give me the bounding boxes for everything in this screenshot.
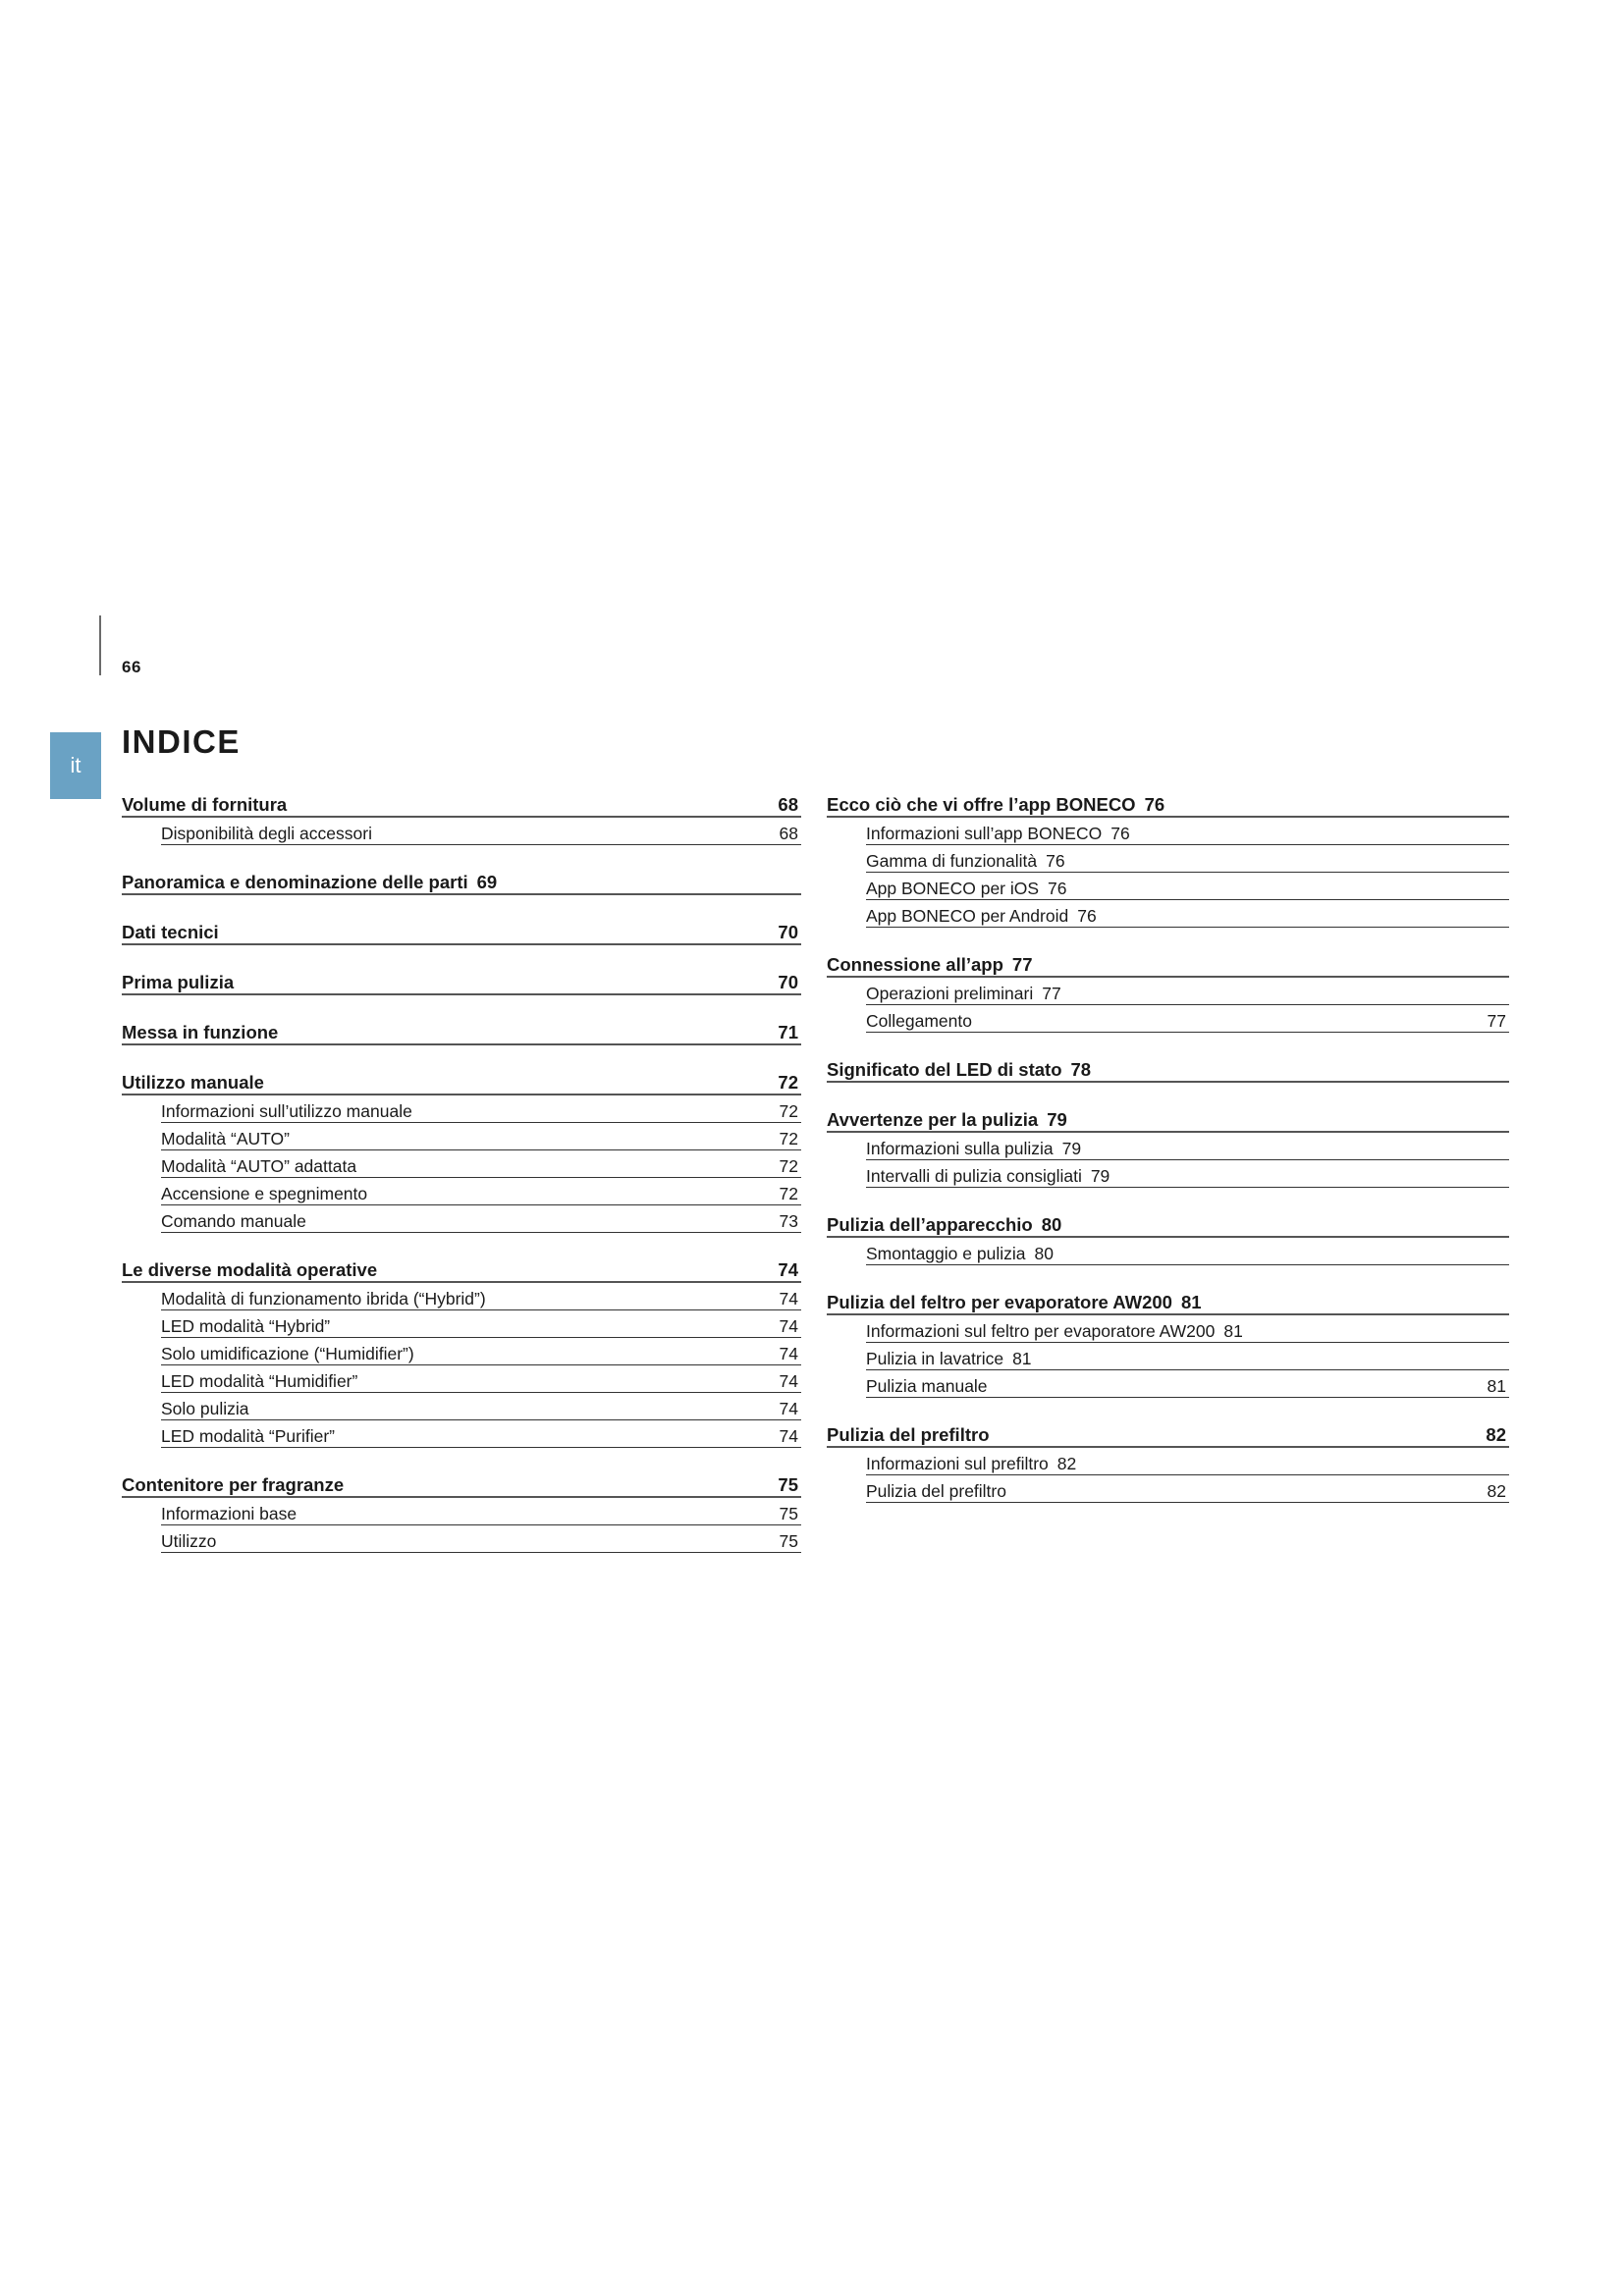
toc-entry[interactable] — [161, 1310, 801, 1338]
toc-page-number: 82 — [1056, 1453, 1077, 1473]
toc-heading-label: Pulizia del prefiltro — [827, 1423, 990, 1445]
toc-entry[interactable] — [161, 1393, 801, 1420]
toc-entry-label: Informazioni sulla pulizia — [866, 1138, 1054, 1158]
toc-heading-label: Connessione all’app — [827, 953, 1003, 975]
toc-entry[interactable] — [866, 1448, 1509, 1475]
toc-page-number: 82 — [1486, 1423, 1506, 1445]
toc-entry-label: Intervalli di pulizia consigliati — [866, 1165, 1082, 1186]
toc-page-number: 72 — [779, 1128, 798, 1148]
toc-page-number: 73 — [779, 1210, 798, 1231]
toc-page-number: 75 — [779, 1530, 798, 1551]
toc-entry[interactable] — [866, 1005, 1509, 1033]
toc-page-number: 72 — [778, 1071, 798, 1093]
toc-section-heading[interactable] — [122, 788, 801, 818]
toc-entry[interactable] — [161, 1498, 801, 1525]
toc-entry[interactable] — [161, 1338, 801, 1365]
toc-section — [827, 788, 1509, 928]
toc-section — [122, 1468, 801, 1553]
toc-section-heading[interactable] — [122, 1468, 801, 1498]
toc-entry-label: Pulizia in lavatrice — [866, 1348, 1004, 1368]
toc-section — [122, 1066, 801, 1233]
toc-page-number: 74 — [778, 1258, 798, 1280]
toc-entry[interactable] — [866, 845, 1509, 873]
toc-entry[interactable] — [866, 1343, 1509, 1370]
toc-section — [827, 948, 1509, 1033]
toc-entry-label: Informazioni sull’utilizzo manuale — [161, 1100, 412, 1121]
toc-entry[interactable] — [161, 1150, 801, 1178]
toc-section-heading[interactable] — [122, 1066, 801, 1095]
toc-section-heading[interactable] — [827, 948, 1509, 978]
page-number: 66 — [122, 658, 141, 676]
toc-section — [827, 1286, 1509, 1398]
toc-heading-label: Pulizia del feltro per evaporatore AW200 — [827, 1291, 1172, 1312]
toc-page-number: 76 — [1110, 823, 1130, 843]
toc-page-number: 79 — [1090, 1165, 1110, 1186]
toc-entry[interactable] — [866, 900, 1509, 928]
toc-page-number: 75 — [779, 1503, 798, 1523]
toc-heading-label: Contenitore per fragranze — [122, 1473, 345, 1495]
toc-section-heading[interactable] — [122, 966, 801, 995]
toc-page-number: 74 — [779, 1343, 798, 1363]
toc-section — [122, 916, 801, 945]
toc-column-left — [122, 788, 801, 1574]
toc-section — [122, 866, 801, 895]
toc-page-number: 68 — [778, 793, 798, 815]
toc-page-number: 77 — [1011, 953, 1033, 975]
toc-page-number: 76 — [1046, 850, 1065, 871]
toc-section — [827, 1418, 1509, 1503]
toc-page-number: 81 — [1012, 1348, 1032, 1368]
toc-page-number: 70 — [778, 971, 798, 992]
toc-section — [827, 1103, 1509, 1188]
toc-entry-label: Disponibilità degli accessori — [161, 823, 372, 843]
toc-section-heading[interactable] — [827, 1103, 1509, 1133]
toc-page-number: 75 — [778, 1473, 798, 1495]
toc-entry-label: Solo pulizia — [161, 1398, 249, 1418]
toc-section-heading[interactable] — [122, 916, 801, 945]
toc-entry[interactable] — [161, 1095, 801, 1123]
toc-heading-label: Ecco ciò che vi offre l’app BONECO — [827, 793, 1136, 815]
toc-section-heading[interactable] — [122, 866, 801, 895]
toc-entry-label: Utilizzo — [161, 1530, 217, 1551]
toc-entry-label: Modalità “AUTO” — [161, 1128, 290, 1148]
toc-page-number: 82 — [1487, 1480, 1506, 1501]
toc-page-number: 71 — [778, 1021, 798, 1042]
toc-page-number: 72 — [779, 1100, 798, 1121]
toc-entry[interactable] — [866, 818, 1509, 845]
toc-heading-label: Significato del LED di stato — [827, 1058, 1062, 1080]
language-tab: it — [50, 732, 101, 799]
toc-entry[interactable] — [866, 1370, 1509, 1398]
toc-entry-label: Pulizia del prefiltro — [866, 1480, 1006, 1501]
toc-page-number: 76 — [1144, 793, 1165, 815]
toc-page-number: 74 — [779, 1398, 798, 1418]
toc-page-number: 77 — [1487, 1010, 1506, 1031]
toc-section-heading[interactable] — [122, 1016, 801, 1045]
toc-section-heading[interactable] — [827, 1418, 1509, 1448]
toc-heading-label: Utilizzo manuale — [122, 1071, 264, 1093]
toc-page-number: 72 — [779, 1155, 798, 1176]
toc-entry-label: Gamma di funzionalità — [866, 850, 1038, 871]
toc-entry[interactable] — [866, 1160, 1509, 1188]
toc-page-number: 74 — [779, 1288, 798, 1308]
toc-page-number: 80 — [1034, 1243, 1054, 1263]
toc-entry-label: App BONECO per Android — [866, 905, 1069, 926]
toc-entry[interactable] — [161, 1205, 801, 1233]
toc-entry-label: Modalità di funzionamento ibrida (“Hybrid”) — [161, 1288, 486, 1308]
page-title: INDICE — [122, 723, 241, 760]
toc-page-number: 81 — [1180, 1291, 1202, 1312]
toc-page-number: 81 — [1487, 1375, 1506, 1396]
toc-heading-label: Pulizia dell’apparecchio — [827, 1213, 1033, 1235]
toc-page-number: 69 — [476, 871, 498, 892]
toc-entry[interactable] — [866, 1238, 1509, 1265]
toc-entry-label: Smontaggio e pulizia — [866, 1243, 1026, 1263]
toc-entry-label: LED modalità “Humidifier” — [161, 1370, 358, 1391]
toc-section-heading[interactable] — [827, 1286, 1509, 1315]
toc-section — [122, 1254, 801, 1448]
toc-entry-label: Pulizia manuale — [866, 1375, 988, 1396]
toc-page-number: 80 — [1041, 1213, 1062, 1235]
toc-entry[interactable] — [161, 1123, 801, 1150]
toc-section-heading[interactable] — [827, 788, 1509, 818]
toc-page-number: 74 — [779, 1370, 798, 1391]
toc-entry-label: App BONECO per iOS — [866, 878, 1040, 898]
toc-page-number: 70 — [778, 921, 798, 942]
toc-page-number: 76 — [1077, 905, 1097, 926]
toc-page-number: 81 — [1223, 1320, 1243, 1341]
toc-heading-label: Volume di fornitura — [122, 793, 288, 815]
toc-entry[interactable] — [866, 978, 1509, 1005]
toc-column-right — [827, 788, 1509, 1523]
page-header-rule — [99, 615, 101, 675]
toc-section-heading[interactable] — [827, 1053, 1509, 1083]
toc-entry[interactable] — [161, 1365, 801, 1393]
toc-section — [827, 1053, 1509, 1083]
toc-page-number: 78 — [1070, 1058, 1092, 1080]
toc-heading-label: Dati tecnici — [122, 921, 219, 942]
toc-section — [122, 966, 801, 995]
toc-page-number: 72 — [779, 1183, 798, 1203]
toc-entry-label: LED modalità “Purifier” — [161, 1425, 335, 1446]
toc-entry-label: Accensione e spegnimento — [161, 1183, 368, 1203]
toc-entry-label: Collegamento — [866, 1010, 972, 1031]
toc-entry-label: Informazioni sull’app BONECO — [866, 823, 1103, 843]
toc-heading-label: Messa in funzione — [122, 1021, 279, 1042]
toc-entry-label: Solo umidificazione (“Humidifier”) — [161, 1343, 414, 1363]
toc-entry[interactable] — [161, 1420, 801, 1448]
toc-entry-label: Comando manuale — [161, 1210, 306, 1231]
toc-entry[interactable] — [161, 1283, 801, 1310]
toc-entry-label: Informazioni sul feltro per evaporatore AW200 — [866, 1320, 1216, 1341]
toc-page-number: 79 — [1047, 1108, 1067, 1130]
toc-entry-label: LED modalità “Hybrid” — [161, 1315, 331, 1336]
toc-section — [827, 1208, 1509, 1265]
toc-entry-label: Informazioni base — [161, 1503, 298, 1523]
toc-heading-label: Panoramica e denominazione delle parti — [122, 871, 468, 892]
toc-entry[interactable] — [161, 1178, 801, 1205]
toc-heading-label: Le diverse modalità operative — [122, 1258, 378, 1280]
toc-page-number: 77 — [1042, 983, 1061, 1003]
toc-page-number: 74 — [779, 1425, 798, 1446]
toc-entry[interactable] — [866, 873, 1509, 900]
toc-entry-label: Operazioni preliminari — [866, 983, 1034, 1003]
toc-entry-label: Informazioni sul prefiltro — [866, 1453, 1049, 1473]
toc-section-heading[interactable] — [122, 1254, 801, 1283]
toc-entry[interactable] — [161, 818, 801, 845]
toc-entry[interactable] — [866, 1475, 1509, 1503]
toc-entry[interactable] — [161, 1525, 801, 1553]
toc-page-number: 74 — [779, 1315, 798, 1336]
toc-section-heading[interactable] — [827, 1208, 1509, 1238]
toc-entry[interactable] — [866, 1133, 1509, 1160]
toc-page-number: 76 — [1048, 878, 1067, 898]
toc-entry-label: Modalità “AUTO” adattata — [161, 1155, 357, 1176]
toc-heading-label: Prima pulizia — [122, 971, 235, 992]
toc-page-number: 68 — [779, 823, 798, 843]
toc-section — [122, 788, 801, 845]
toc-heading-label: Avvertenze per la pulizia — [827, 1108, 1039, 1130]
toc-entry[interactable] — [866, 1315, 1509, 1343]
toc-page-number: 79 — [1061, 1138, 1082, 1158]
toc-section — [122, 1016, 801, 1045]
